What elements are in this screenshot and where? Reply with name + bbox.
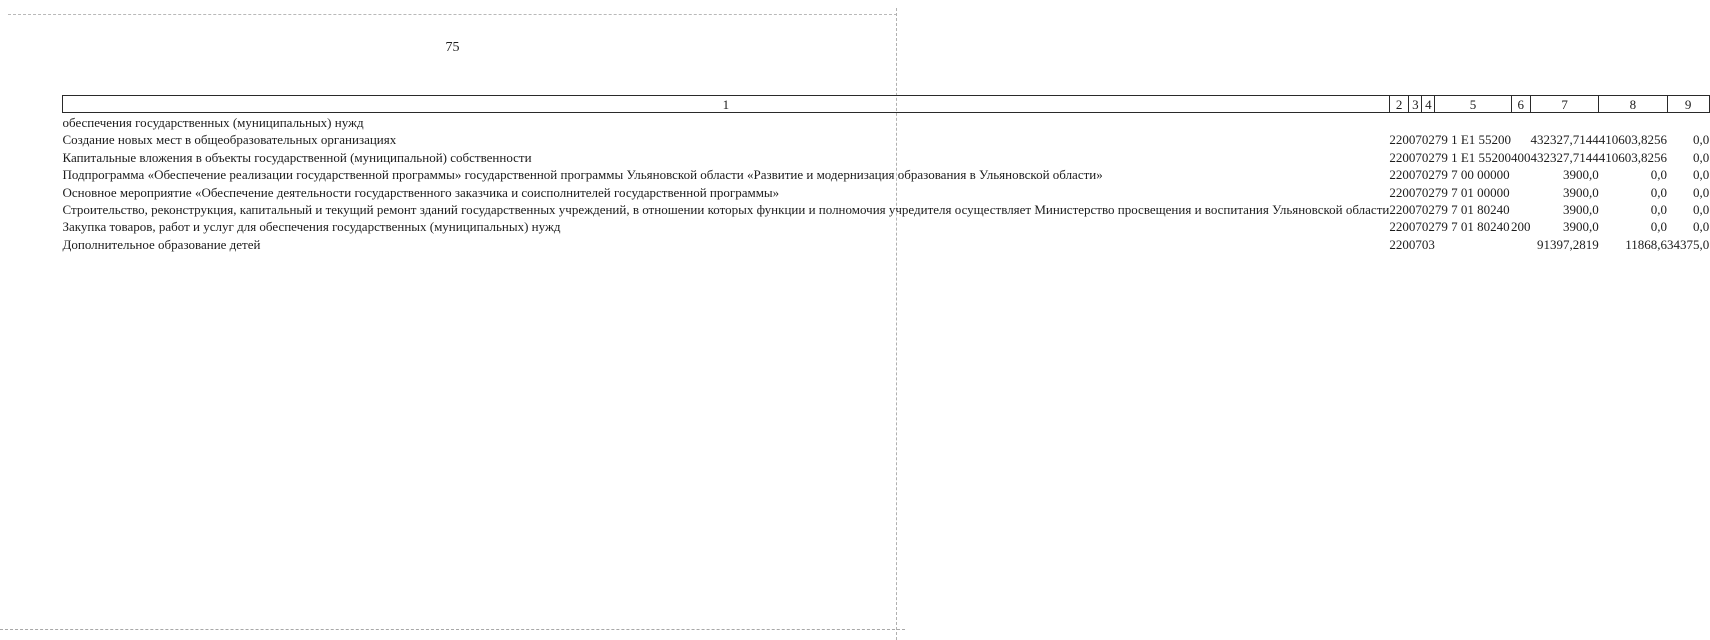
column-header: 6 xyxy=(1511,96,1531,113)
column-header: 7 xyxy=(1531,96,1599,113)
row-name: Подпрограмма «Обеспечение реализации государственной программы» государственной программы Ульяновской области «Развитие и модернизация образования в Ульяновской области» xyxy=(62,167,1103,183)
cell-subsection xyxy=(1422,113,1435,132)
table-row xyxy=(63,201,1710,218)
table-row xyxy=(63,236,1710,253)
cell-amount-7: 91397,2819 xyxy=(1537,236,1599,252)
cell-ministry: 220 xyxy=(1389,236,1409,252)
table-row xyxy=(63,218,1710,235)
cell-amount-9 xyxy=(1667,113,1709,132)
cell-section: 07 xyxy=(1408,236,1422,252)
cell-amount-8: 0,0 xyxy=(1650,184,1668,200)
cell-amount-8: 0,0 xyxy=(1650,167,1668,183)
cell-expense-type xyxy=(1511,184,1531,201)
cell-amount-9: 0,0 xyxy=(1693,219,1710,235)
row-name: Капитальные вложения в объекты государственной (муниципальной) собственности xyxy=(62,149,532,165)
row-name: обеспечения государственных (муниципальных) нужд xyxy=(62,115,364,130)
cell-subsection: 02 xyxy=(1421,202,1435,218)
cell-amount-9: 0,0 xyxy=(1693,149,1710,165)
cell-target-article: 79 1 E1 55200 xyxy=(1434,149,1512,165)
cell-amount-9: 34375,0 xyxy=(1667,236,1710,252)
table-row xyxy=(63,131,1710,148)
cell-amount-8: 0,0 xyxy=(1650,219,1668,235)
table-header-row xyxy=(63,96,1710,113)
cell-target-article: 79 7 01 80240 xyxy=(1434,219,1510,235)
cell-amount-7: 3900,0 xyxy=(1563,184,1599,200)
cell-target-article: 79 7 01 80240 xyxy=(1434,202,1510,218)
table-row xyxy=(63,184,1710,201)
cell-expense-type xyxy=(1511,131,1531,148)
page-edge-bottom xyxy=(0,629,905,630)
cell-amount-7: 432327,7144 xyxy=(1530,132,1599,148)
cell-section: 07 xyxy=(1408,219,1422,235)
row-name: Основное мероприятие «Обеспечение деятельности государственного заказчика и соисполнителей государственной программы» xyxy=(62,184,780,200)
budget-table xyxy=(62,95,1710,253)
cell-ministry: 220 xyxy=(1389,219,1409,235)
cell-amount-9: 0,0 xyxy=(1693,132,1710,148)
cell-amount-9: 0,0 xyxy=(1693,167,1710,183)
cell-expense-type xyxy=(1511,166,1531,183)
cell-amount-7: 3900,0 xyxy=(1563,219,1599,235)
table-row xyxy=(63,113,1710,132)
column-header: 9 xyxy=(1667,96,1709,113)
cell-subsection: 03 xyxy=(1421,236,1435,252)
cell-ministry: 220 xyxy=(1389,149,1409,165)
cell-section: 07 xyxy=(1408,184,1422,200)
cell-subsection: 02 xyxy=(1421,184,1435,200)
cell-target-article: 79 1 E1 55200 xyxy=(1434,132,1512,148)
cell-subsection: 02 xyxy=(1421,149,1435,165)
cell-subsection: 02 xyxy=(1421,132,1435,148)
cell-amount-8 xyxy=(1599,113,1667,132)
cell-ministry xyxy=(1389,113,1409,132)
cell-ministry: 220 xyxy=(1389,184,1409,200)
cell-target-article xyxy=(1435,236,1511,253)
page-edge-top xyxy=(8,14,897,15)
cell-section: 07 xyxy=(1408,149,1422,165)
cell-section: 07 xyxy=(1408,167,1422,183)
cell-section: 07 xyxy=(1408,202,1422,218)
cell-expense-type xyxy=(1511,113,1531,132)
row-name: Закупка товаров, работ и услуг для обеспечения государственных (муниципальных) нужд xyxy=(62,219,561,235)
cell-section: 07 xyxy=(1408,132,1422,148)
column-header: 2 xyxy=(1389,96,1409,113)
cell-amount-8: 410603,8256 xyxy=(1598,149,1668,165)
cell-amount-7: 3900,0 xyxy=(1563,202,1599,218)
cell-amount-7 xyxy=(1531,113,1599,132)
cell-ministry: 220 xyxy=(1389,167,1409,183)
cell-expense-type: 400 xyxy=(1511,149,1531,165)
cell-expense-type xyxy=(1511,201,1531,218)
cell-amount-8: 11868,6 xyxy=(1625,236,1668,252)
column-header: 1 xyxy=(63,96,1390,113)
row-name: Строительство, реконструкция, капитальный и текущий ремонт зданий государственных учреждений, в отношении которых функции и полномочия учредителя осуществляет Министерство просвещения и воспитания Ульяновской области xyxy=(62,202,1390,218)
cell-target-article xyxy=(1435,113,1511,132)
cell-ministry: 220 xyxy=(1389,202,1409,218)
cell-ministry: 220 xyxy=(1389,132,1409,148)
cell-section xyxy=(1409,113,1422,132)
table-row xyxy=(63,149,1710,166)
page-number: 75 xyxy=(445,40,460,55)
row-name: Создание новых мест в общеобразовательных организациях xyxy=(62,132,397,148)
cell-amount-9: 0,0 xyxy=(1693,202,1710,218)
cell-subsection: 02 xyxy=(1421,167,1435,183)
cell-amount-8: 0,0 xyxy=(1650,202,1668,218)
cell-amount-9: 0,0 xyxy=(1693,184,1710,200)
cell-amount-7: 432327,7144 xyxy=(1530,149,1599,165)
cell-amount-8: 410603,8256 xyxy=(1598,132,1668,148)
column-header: 4 xyxy=(1422,96,1435,113)
cell-target-article: 79 7 00 00000 xyxy=(1434,167,1510,183)
table-row xyxy=(63,166,1710,183)
cell-subsection: 02 xyxy=(1421,219,1435,235)
cell-target-article: 79 7 01 00000 xyxy=(1434,184,1510,200)
column-header: 8 xyxy=(1599,96,1667,113)
column-header: 5 xyxy=(1435,96,1511,113)
cell-expense-type xyxy=(1511,236,1531,253)
cell-amount-7: 3900,0 xyxy=(1563,167,1599,183)
cell-expense-type: 200 xyxy=(1511,219,1531,235)
row-name: Дополнительное образование детей xyxy=(62,236,261,252)
column-header: 3 xyxy=(1409,96,1422,113)
